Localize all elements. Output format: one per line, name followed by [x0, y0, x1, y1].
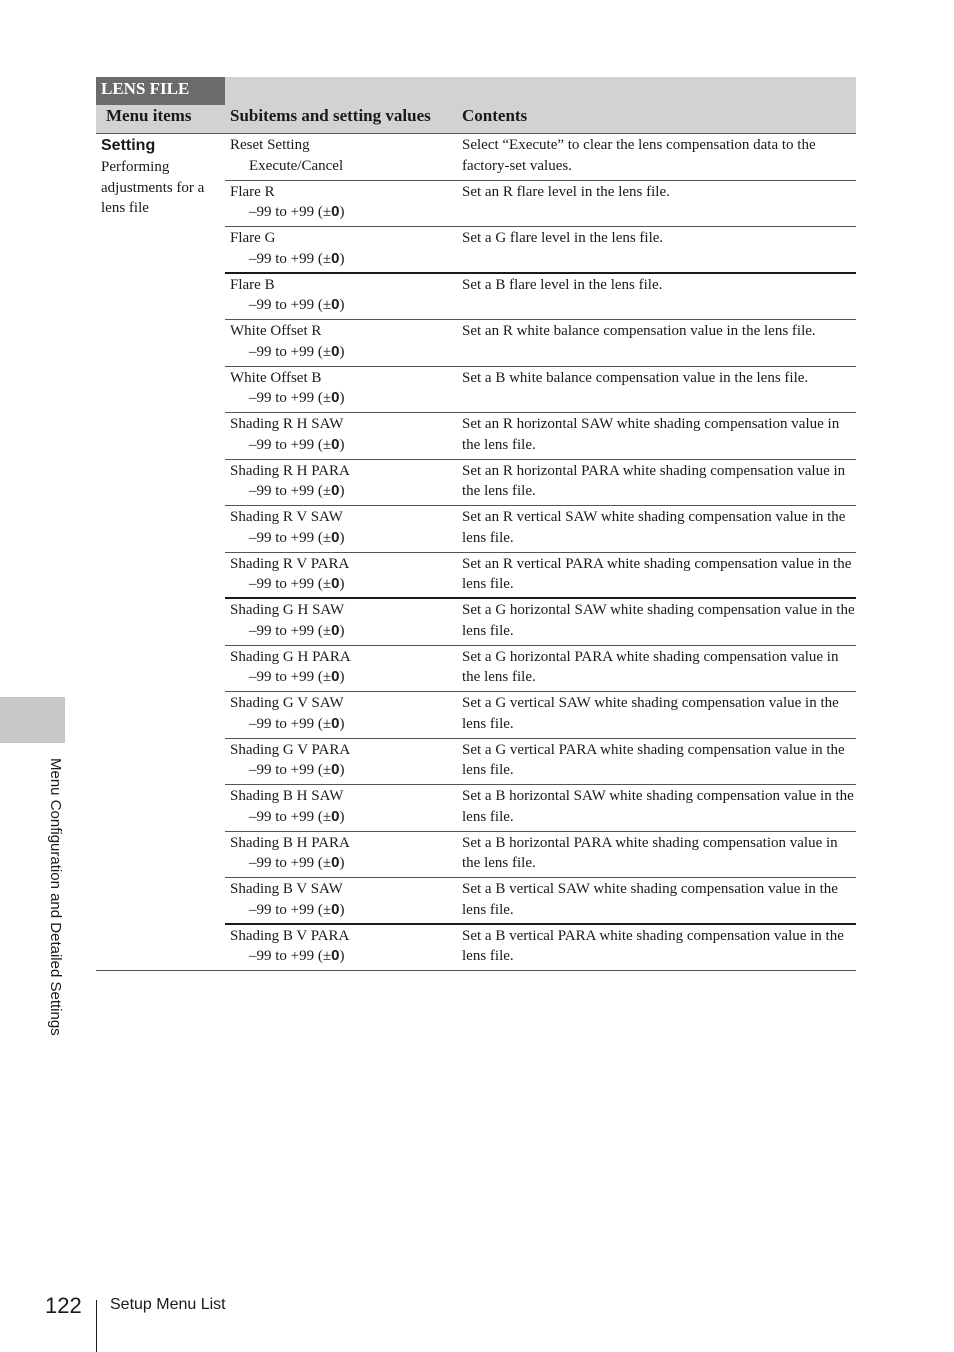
table-row: [225, 553, 856, 600]
table-row: [225, 646, 856, 693]
table-row: [225, 274, 856, 321]
subitem-name: White Offset R: [230, 323, 322, 339]
subitem-cell: [230, 275, 455, 316]
contents-cell: Set a G horizontal PARA white shading compensation value in the lens file.: [462, 648, 839, 685]
subitem-cell: [230, 461, 455, 502]
subitem-cell: [230, 228, 455, 269]
contents-cell: Set a G flare level in the lens file.: [462, 230, 664, 246]
contents-cell: Set an R horizontal SAW white shading compensation value in the lens file.: [462, 416, 840, 453]
subitem-name: Shading B H PARA: [230, 834, 350, 851]
subitem-name: Shading G H SAW: [230, 602, 345, 618]
subitem-name: Shading G V PARA: [230, 741, 351, 758]
subitem-name: Shading B V PARA: [230, 927, 350, 944]
table-row: [225, 460, 856, 507]
contents-cell: Set an R white balance compensation value in the lens file.: [462, 323, 816, 339]
contents-cell: Set a B horizontal PARA white shading compensation value in the lens file.: [462, 834, 838, 871]
column-header-contents: Contents: [462, 106, 528, 125]
contents-cell: Set an R vertical PARA white shading compensation value in the lens file.: [462, 555, 852, 592]
subitem-value: –99 to +99 (±0): [249, 528, 345, 546]
table-bottom-border: [96, 970, 856, 971]
table-row: [225, 181, 856, 228]
table-row: [225, 320, 856, 367]
contents-cell: Set a G vertical PARA white shading compensation value in the lens file.: [462, 741, 845, 778]
contents-cell: Set an R flare level in the lens file.: [462, 183, 670, 200]
table-row: [225, 599, 856, 646]
footer-divider: [96, 1300, 97, 1352]
subitem-name: Shading B H SAW: [230, 788, 344, 804]
table-row: [225, 367, 856, 414]
contents-cell: Set a B vertical PARA white shading compensation value in the lens file.: [462, 927, 844, 964]
subitem-value: Execute/Cancel: [249, 157, 344, 174]
table-row: [225, 413, 856, 460]
table-row: [225, 739, 856, 786]
contents-cell: Set a B horizontal SAW white shading compensation value in the lens file.: [462, 788, 854, 825]
subitem-cell: [230, 647, 455, 688]
contents-cell: Set a G vertical SAW white shading compensation value in the lens file.: [462, 695, 839, 732]
subitem-name: Reset Setting: [230, 137, 310, 153]
subitem-value: –99 to +99 (±0): [249, 761, 345, 778]
subitem-value: –99 to +99 (±0): [249, 807, 345, 825]
contents-cell: Set a B flare level in the lens file.: [462, 276, 663, 293]
contents-cell: Set a B white balance compensation value in the lens file.: [462, 369, 809, 386]
subitem-value: –99 to +99 (±0): [249, 621, 345, 639]
contents-cell: Select “Execute” to clear the lens compensation data to the factory-set values.: [462, 137, 816, 174]
subitem-name: Shading R V PARA: [230, 555, 350, 572]
subitem-value: –99 to +99 (±0): [249, 854, 345, 871]
column-header-menu-items: Menu items: [106, 106, 192, 125]
side-tab-marker: [0, 697, 65, 743]
subitem-cell: [230, 321, 455, 362]
contents-cell: Set an R vertical SAW white shading compensation value in the lens file.: [462, 509, 846, 546]
subitem-value: –99 to +99 (±0): [249, 296, 345, 313]
subitem-name: Shading G H PARA: [230, 648, 351, 665]
menu-item-description: Performing adjustments for a lens file: [101, 159, 205, 216]
subitem-cell: [230, 600, 455, 641]
section-title: LENS FILE: [96, 77, 225, 105]
table-row: [225, 692, 856, 739]
contents-cell: Set an R horizontal PARA white shading compensation value in the lens file.: [462, 462, 846, 499]
page-number: 122: [45, 1293, 82, 1318]
subitem-name: Shading G V SAW: [230, 695, 344, 711]
subitem-name: Shading B V SAW: [230, 881, 343, 897]
subitem-cell: [230, 135, 455, 176]
subitem-cell: [230, 693, 455, 734]
subitem-value: –99 to +99 (±0): [249, 342, 345, 360]
subitem-cell: [230, 507, 455, 548]
subitem-value: –99 to +99 (±0): [249, 900, 345, 918]
subitem-name: Flare R: [230, 183, 275, 200]
subitem-cell: [230, 554, 455, 595]
subitem-name: Shading R H PARA: [230, 462, 350, 479]
table-row: [225, 925, 856, 972]
subitem-value: –99 to +99 (±0): [249, 482, 345, 499]
subitem-name: Shading R V SAW: [230, 509, 343, 525]
subitem-name: Flare B: [230, 276, 275, 293]
subitem-cell: [230, 368, 455, 409]
subitem-cell: [230, 879, 455, 920]
footer-section-title: Setup Menu List: [110, 1296, 226, 1313]
table-row: [225, 832, 856, 879]
menu-item-cell: [96, 134, 225, 219]
subitem-value: –99 to +99 (±0): [249, 389, 345, 406]
subitem-value: –99 to +99 (±0): [249, 947, 345, 964]
subitem-value: –99 to +99 (±0): [249, 668, 345, 685]
subitem-name: Flare G: [230, 230, 276, 246]
table-row: [225, 227, 856, 274]
contents-cell: Set a G horizontal SAW white shading compensation value in the lens file.: [462, 602, 855, 639]
subitem-cell: [230, 740, 455, 781]
subitem-value: –99 to +99 (±0): [249, 435, 345, 453]
table-row: [225, 785, 856, 832]
settings-table-body: [225, 134, 856, 971]
subitem-value: –99 to +99 (±0): [249, 575, 345, 592]
subitem-value: –99 to +99 (±0): [249, 203, 345, 220]
subitem-cell: [230, 786, 455, 827]
menu-item-name: Setting: [101, 137, 156, 154]
subitem-name: White Offset B: [230, 369, 322, 386]
side-chapter-label: Menu Configuration and Detailed Settings: [47, 758, 64, 1036]
subitem-value: –99 to +99 (±0): [249, 249, 345, 267]
subitem-cell: [230, 182, 455, 223]
column-header-subitems: Subitems and setting values: [230, 106, 431, 125]
table-row: [225, 134, 856, 181]
contents-cell: Set a B vertical SAW white shading compensation value in the lens file.: [462, 881, 838, 918]
subitem-value: –99 to +99 (±0): [249, 714, 345, 732]
subitem-cell: [230, 833, 455, 874]
table-row: [225, 506, 856, 553]
subitem-name: Shading R H SAW: [230, 416, 344, 432]
table-row: [225, 878, 856, 925]
subitem-cell: [230, 414, 455, 455]
subitem-cell: [230, 926, 455, 967]
